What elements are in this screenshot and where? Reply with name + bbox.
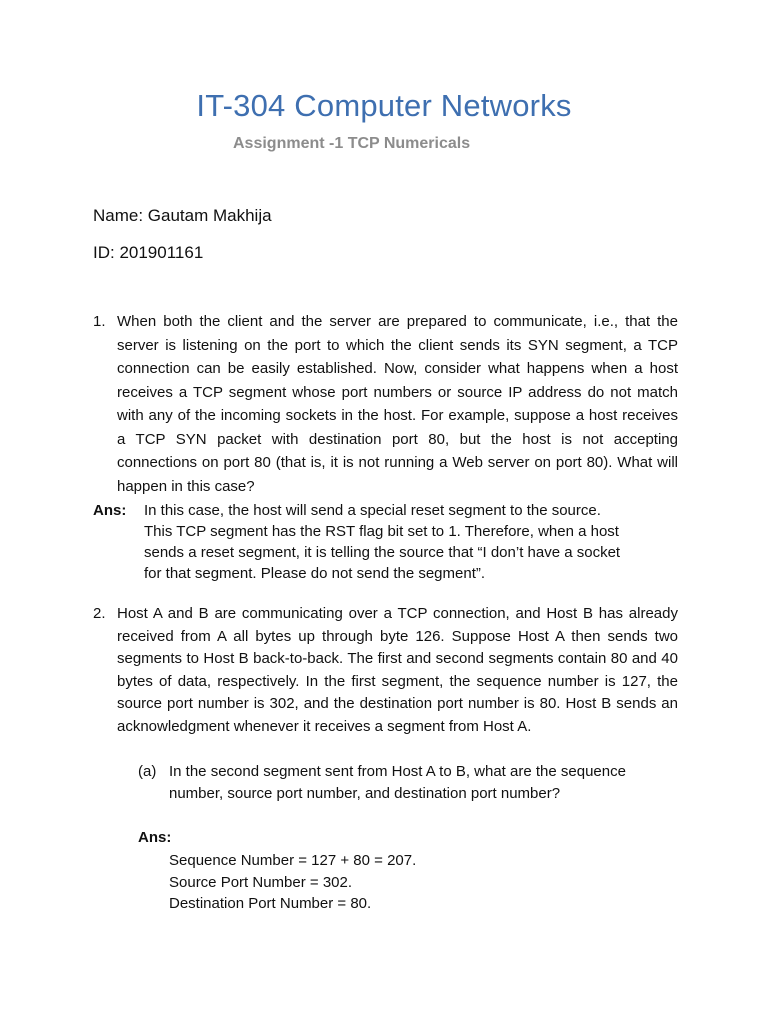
subanswer-lines [169,850,416,915]
answer-line: sends a reset segment, it is telling the source that “I don’t have a socket [144,544,621,561]
subanswer-line: Destination Port Number = 80. [169,895,372,912]
question-text: Host A and B are communicating over a TCP connection, and Host B has already received from A all bytes up through byte 126. Suppose Host A then sends two segments to Host B back-to-back. The first and second segments contain 80 and 40 bytes of data, respectively. In the first segment, the sequence number is 127, the source port number is 302, and the destination port number is 80. Host B sends an acknowledgment whenever it receives a segment from Host A. [117,605,678,735]
subanswer-line: Sequence Number = 127 + 80 = 207. [169,852,417,869]
subanswer-label: Ans: [138,829,172,846]
subquestion-label: (a) [138,763,157,780]
question-1 [93,310,678,498]
student-name: Name: Gautam Makhija [93,206,272,225]
answer-1 [93,500,678,584]
subquestion-text: In the second segment sent from Host A to B, what are the sequence number, source port number, and destination port number? [169,763,626,802]
answer-text [140,500,678,584]
page-title: IT-304 Computer Networks [196,88,572,123]
subanswer-line: Source Port Number = 302. [169,873,353,891]
answer-line: for that segment. Please do not send the segment”. [144,565,486,582]
answer-line: In this case, the host will send a special reset segment to the source. [144,502,601,519]
question-2 [93,603,678,738]
page-subtitle: Assignment -1 TCP Numericals [233,135,471,152]
student-id: ID: 201901161 [93,243,204,262]
answer-label: Ans: [93,502,127,519]
answer-line: This TCP segment has the RST flag bit set to 1. Therefore, when a host [144,523,619,540]
question-number: 1. [93,313,106,330]
question-number: 2. [93,605,106,622]
question-text: When both the client and the server are prepared to communicate, i.e., that the server is listening on the port to which the client sends its SYN segment, a TCP connection can be easily established. Now, consider what happens when a host receives a TCP segment whose port numbers or source IP address do not match with any of the incoming sockets in the host. For example, suppose a host receives a TCP SYN packet with destination port 80, but the host is not accepting connections on port 80 (that is, it is not running a Web server on port 80). What will happen in this case? [117,313,678,495]
subquestion-a [138,761,638,805]
